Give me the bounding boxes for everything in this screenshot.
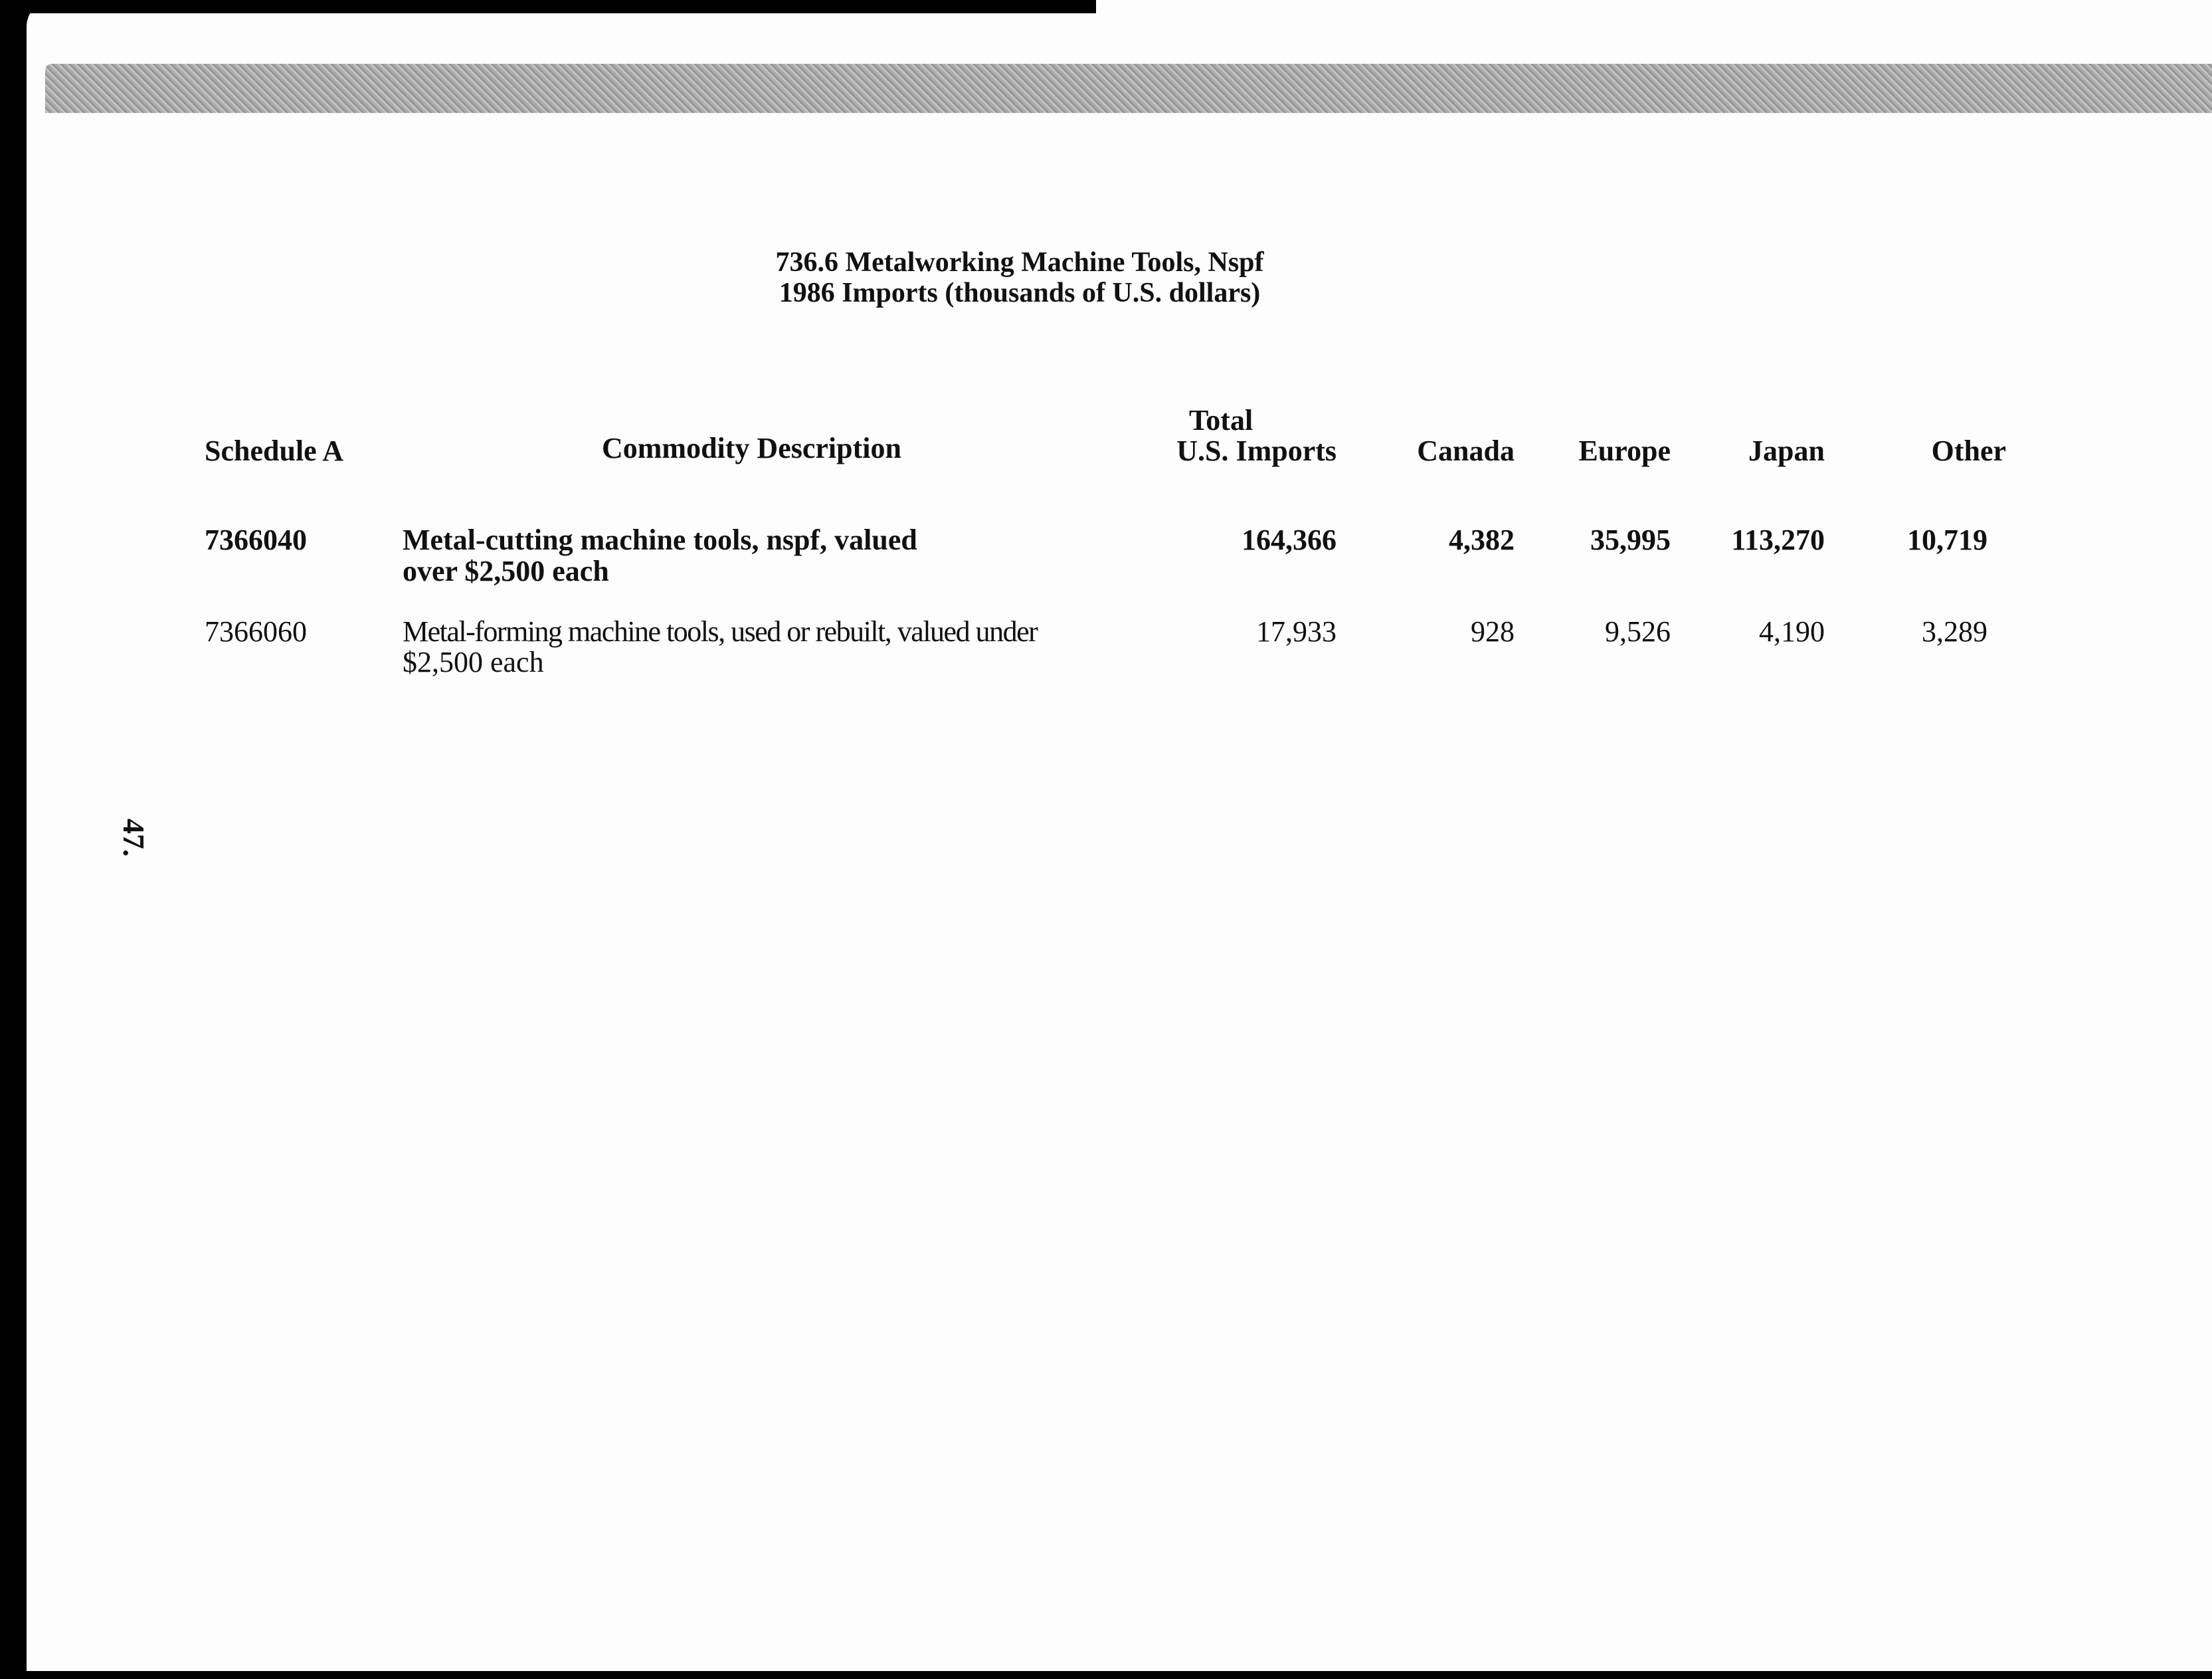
row-2-japan: 4,190	[1759, 615, 1825, 648]
row-1-other: 10,719	[1907, 524, 1987, 556]
col-header-description: Commodity Description	[602, 432, 901, 464]
row-2-description-line-1: Metal-forming machine tools, used or rebuilt, valued under	[403, 615, 1038, 648]
row-2-schedule: 7366060	[205, 615, 307, 648]
row-1-canada: 4,382	[1449, 524, 1515, 556]
title-line-2: 1986 Imports (thousands of U.S. dollars)	[779, 278, 1261, 308]
title-line-1: 736.6 Metalworking Machine Tools, Nspf	[775, 247, 1264, 278]
scan-edge	[0, 0, 1096, 13]
row-1-total: 164,366	[1242, 524, 1336, 556]
row-1-schedule: 7366040	[205, 524, 307, 556]
row-1-japan: 113,270	[1731, 524, 1825, 556]
row-1-description-line-1: Metal-cutting machine tools, nspf, valued	[403, 524, 917, 556]
row-2-canada: 928	[1471, 615, 1515, 648]
row-2-europe: 9,526	[1605, 615, 1671, 648]
col-header-schedule: Schedule A	[205, 435, 344, 467]
document-title	[27, 247, 2212, 308]
scan-band	[45, 64, 2212, 113]
row-1-description-line-2: over $2,500 each	[403, 555, 609, 587]
col-header-total-line-1: Total	[1189, 404, 1253, 437]
col-header-canada: Canada	[1417, 435, 1515, 467]
row-2-description-line-2: $2,500 each	[403, 646, 544, 678]
row-2-other: 3,289	[1922, 615, 1987, 648]
col-header-other: Other	[1931, 435, 2006, 467]
document-page	[27, 0, 2212, 1671]
row-1-europe: 35,995	[1590, 524, 1671, 556]
col-header-total-line-2: U.S. Imports	[1176, 435, 1336, 467]
row-2-total: 17,933	[1256, 615, 1336, 648]
col-header-japan: Japan	[1748, 435, 1825, 467]
col-header-europe: Europe	[1578, 435, 1671, 467]
page-number: 47.	[117, 819, 151, 857]
